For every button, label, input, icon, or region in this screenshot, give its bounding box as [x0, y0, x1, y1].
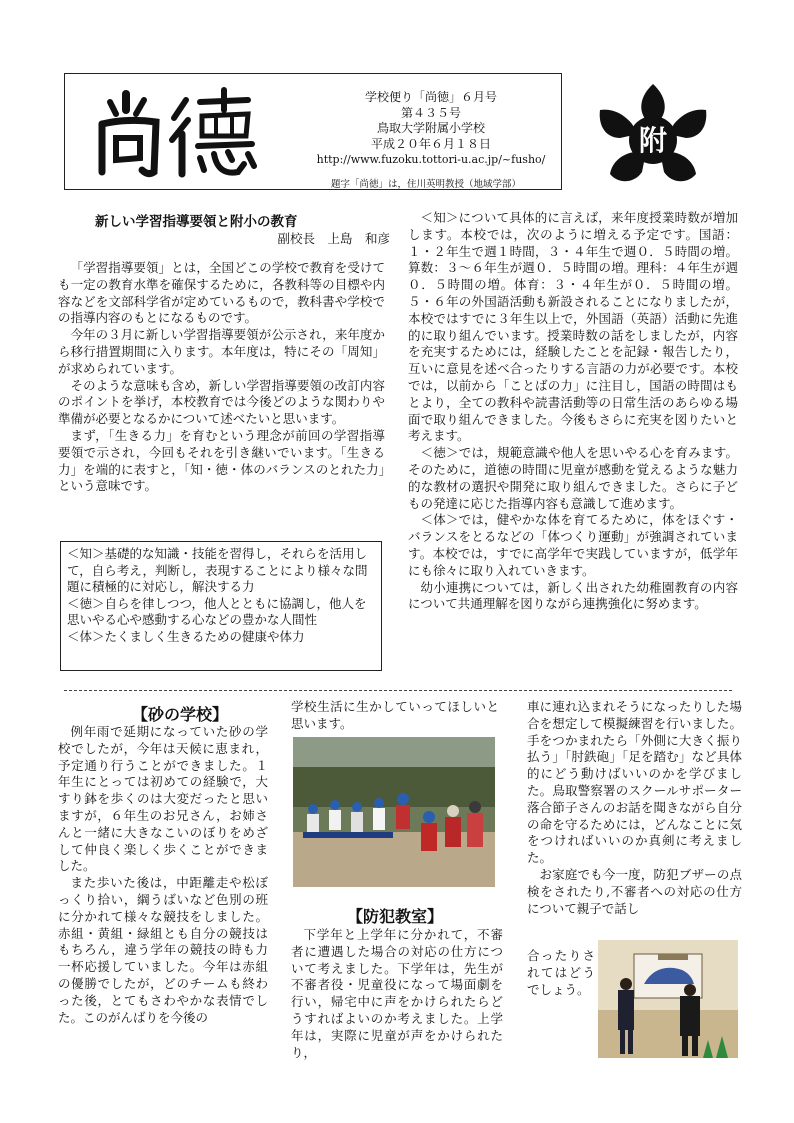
article-paragraph: ＜知＞について具体的に言えば，来年度授業時数が増加します。本校では，次のように増える予定です。国語：１・２年生で週１時間，３・４年生で週０．５時間の増。算数：３～６年生が週０．５時間の増。理科：４年生が週０．５時間の増。体育：３・４年生が０．５時間の増。５・６年の外国語活動も新設されることになりましたが，本校ではすでに３年生以上で，外国語（英語）活動に先進的に取り組んでいます。授業時数の話をしましたが，内容を充実するためには，経験したことを記録・報告したり，互いに意見を述べ合ったりする言語の力が必要です。本校では，以前から「ことばの力」に注目し，国語の時間はもとより，全ての教科や読書活動等の日常生活のあらゆる場面で取り組んできました。今後もさらに充実を図りたいと考えます。	[408, 210, 738, 444]
sand-school-continuation: 学校生活に生かしていってほしいと思います。	[291, 699, 499, 731]
school-url: http://www.fuzoku.tottori-u.ac.jp/~fusho/	[316, 153, 546, 166]
article-title: 新しい学習指導要領と附小の教育	[95, 214, 298, 230]
article-paragraph: そのような意味も含め，新しい学習指導要領の改訂内容のポイントを挙げ，本校教育では今後どのような関わりや準備が必要となるかについて述べたいと思います。	[58, 377, 385, 427]
article-paragraph: まず，「生きる力」を育むという理念が前回の学習指導要領で示され，今回もそれを引き継いでいます。「生きる力」を端的に表すと，「知・徳・体のバランスのとれた力」という意味です。	[58, 427, 385, 494]
title-credit: 題字「尚徳」は，住川英明教授（地域学部）	[330, 179, 521, 190]
summary-box	[60, 541, 382, 671]
summary-tai: ＜体＞たくましく生きるための健康や体力	[67, 628, 305, 644]
crime-prevention-text	[291, 927, 503, 1061]
sand-school-text	[58, 724, 268, 1026]
crime-prevention-title: 【防犯教室】	[346, 907, 443, 926]
crime-prevention-closing: 合ったりされてはどうでしょう。	[527, 948, 595, 997]
issue-number: 第４３５号	[400, 105, 461, 120]
crime-prevention-photo	[598, 940, 738, 1058]
issue-date: 平成２０年６月１８日	[370, 136, 491, 151]
crime-prevention-paragraph: お家庭でも今一度，防犯ブザーの点検をされたり,不審者への対応の仕方について親子で話し	[527, 866, 742, 916]
summary-toku: ＜徳＞自らを律しつつ，他人とともに協調し，他人を思いやる心や感動する心などの豊かな人間性	[67, 595, 367, 627]
article-left-column	[58, 260, 385, 495]
article-paragraph: ＜体＞では，健やかな体を育てるために，体をほぐす・バランスをとるなどの「体つくり運動」が強調されています。本校では，すでに高学年で実践していますが，低学年にも徐々に取り入れていきます。	[408, 512, 738, 578]
masthead-calligraphy	[88, 80, 266, 182]
sand-school-paragraph: また歩いた後は，中距離走や松ぼっくり拾い，綱うばいなど色別の班に分かれて様々な競技をしました。赤組・黄組・緑組とも自分の競技はもちろん，違う学年の競技の時も力一杯応援していました。今年は赤組の優勝でしたが，どのチームも終わった後，とてもさわやかな表情でした。このがんばりを今後の	[58, 875, 268, 1025]
article-paragraph: 「学習指導要領」とは，全国どこの学校で教育を受けても一定の教育水準を確保するために，各教科等の目標や内容などを文部科学省が定めているもので，教科書や学校での指導内容のもとになるものです。	[58, 260, 385, 326]
sand-school-title: 【砂の学校】	[131, 705, 228, 724]
school-emblem	[588, 80, 718, 187]
article-paragraph: ＜徳＞では，規範意識や他人を思いやる心を育みます。そのために，道徳の時間に児童が感動を覚えるような魅力的な教材の選択や開発に取り組んできました。さらに子どもの発達に応じた指導内容も意識して進めます。	[408, 445, 738, 511]
sports-day-photo	[293, 737, 495, 887]
emblem-text: 附	[638, 124, 668, 157]
newsletter-title: 学校便り「尚徳」６月号	[364, 90, 497, 104]
school-name: 鳥取大学附属小学校	[376, 121, 485, 135]
article-paragraph: 今年の３月に新しい学習指導要領が公示され，来年度から移行措置期間に入ります。本年度は，特にその「周知」が求められています。	[58, 327, 385, 376]
article-author: 副校長 上島 和彦	[277, 231, 390, 246]
crime-prevention-paragraph: 車に連れ込まれそうになったりした場合を想定して模擬練習を行いました。手をつかまれたら「外側に大きく振り払う」「肘鉄砲」「足を踏む」など具体的にどう動けばいいのかを学びました。鳥取警察署のスクールサポーター落合節子さんのお話を聞きながら自分の命を守るためには，どんなことに気をつければいいのか真剣に考えました。	[527, 699, 742, 866]
summary-chi: ＜知＞基礎的な知識・技能を習得し，それらを活用して，自ら考え，判断し，表現することにより様々な問題に積極的に対応し，解決する力	[67, 546, 368, 594]
article-paragraph: 幼小連携については，新しく出された幼稚園教育の内容について共通理解を図りながら連携強化に努めます。	[408, 579, 738, 612]
crime-prevention-continued	[527, 699, 742, 917]
section-divider	[64, 690, 732, 691]
crime-prevention-paragraph: 下学年と上学年に分かれて，不審者に遭遇した場合の対応の仕方について考えました。下学年は，先生が不審者役・児童役になって場面劇を行い，帰宅中に声をかけられたらどうすればよいのか考えました。上学年は，実際に児童が声をかけられたり，	[291, 927, 503, 1060]
sand-school-paragraph: 例年雨で延期になっていた砂の学校でしたが，今年は天候に恵まれ，予定通り行うことができました。１年生にとっては初めての経験で，大すり鉢を歩くのは大変だったと思いますが，６年生のお兄さん，お姉さんと一緒に大きなこいのぼりをめざして仲良く楽しく歩くことができました。	[58, 724, 268, 874]
article-right-column	[408, 210, 738, 613]
header-info	[300, 90, 562, 168]
